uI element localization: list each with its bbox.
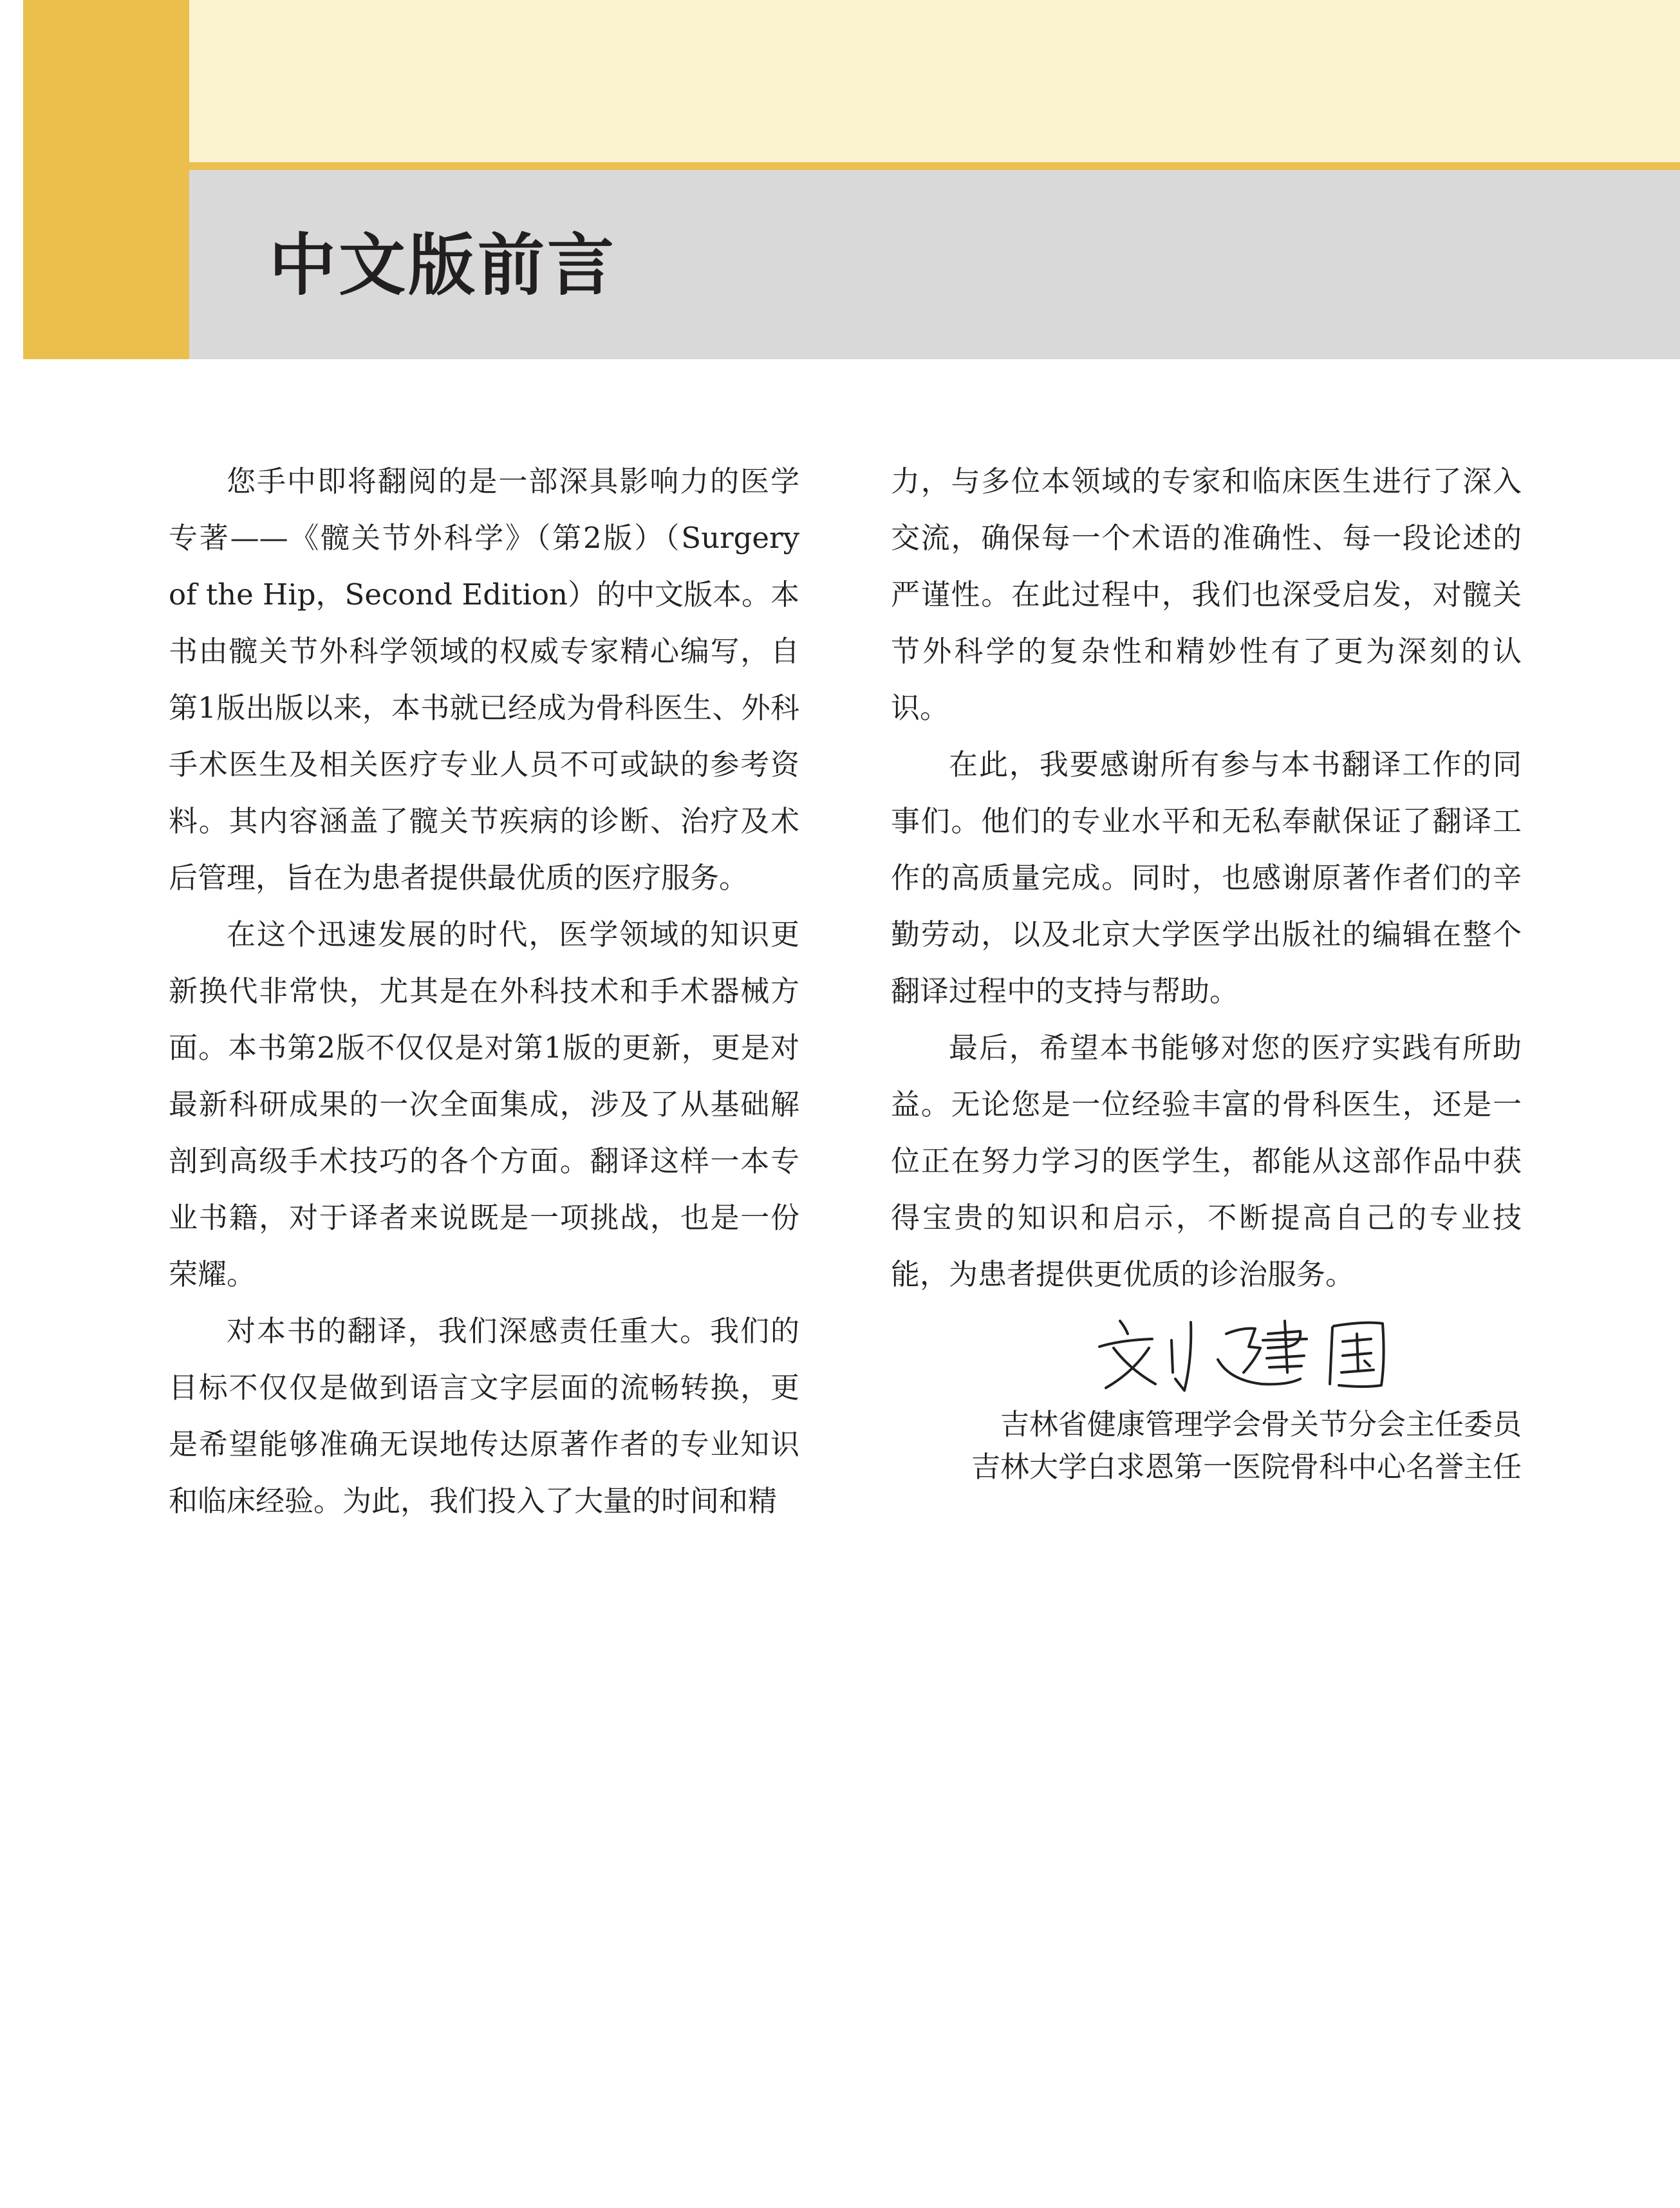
affiliation-line-1: 吉林省健康管理学会骨关节分会主任委员 (1000, 1407, 1522, 1441)
paragraph-3-continued: 力，与多位本领域的专家和临床医生进行了深入交流，确保每一个术语的准确性、每一段论述的严谨性。在此过程中，我们也深受启发，对髋关节外科学的复杂性和精妙性有了更为深刻的认识。 (891, 464, 1522, 725)
right-text-column (891, 453, 1522, 1303)
page-header (0, 0, 1680, 359)
gold-accent-bar (23, 0, 189, 359)
page-title: 中文版前言 (269, 225, 617, 304)
cream-header-band (189, 0, 1680, 162)
paragraph-2: 在这个迅速发展的时代，医学领域的知识更新换代非常快，尤其是在外科技术和手术器械方面。本书第2版不仅仅是对第1版的更新，更是对最新科研成果的一次全面集成，涉及了从基础解剖到高级手术技巧的各个方面。翻译这样一本专业书籍，对于译者来说既是一项挑战，也是一份荣耀。 (169, 917, 799, 1291)
handwritten-signature (1094, 1308, 1403, 1398)
gold-divider-rule (189, 162, 1680, 170)
paragraph-3: 对本书的翻译，我们深感责任重大。我们的目标不仅仅是做到语言文字层面的流畅转换，更是希望能够准确无误地传达原著作者的专业知识和临床经验。为此，我们投入了大量的时间和精 (169, 1314, 799, 1518)
paragraph-5: 最后，希望本书能够对您的医疗实践有所助益。无论您是一位经验丰富的骨科医生，还是一位正在努力学习的医学生，都能从这部作品中获得宝贵的知识和启示，不断提高自己的专业技能，为患者提供更优质的诊治服务。 (891, 1031, 1522, 1291)
paragraph-1: 您手中即将翻阅的是一部深具影响力的医学专著——《髋关节外科学》（第2版）（Surgery of the Hip，Second Edition）的中文版本。本书由髋关节外科学领域的权威专家精心编写，自第1版出版以来，本书就已经成为骨科医生、外科手术医生及相关医疗专业人员不可或缺的参考资料。其内容涵盖了髋关节疾病的诊断、治疗及术后管理，旨在为患者提供最优质的医疗服务。 (169, 464, 799, 895)
affiliation-line-2: 吉林大学白求恩第一医院骨科中心名誉主任 (971, 1450, 1522, 1484)
paragraph-4: 在此，我要感谢所有参与本书翻译工作的同事们。他们的专业水平和无私奉献保证了翻译工作的高质量完成。同时，也感谢原著作者们的辛勤劳动，以及北京大学医学出版社的编辑在整个翻译过程中的支持与帮助。 (891, 747, 1522, 1008)
left-text-column (169, 453, 799, 1530)
author-affiliation (891, 1403, 1522, 1488)
